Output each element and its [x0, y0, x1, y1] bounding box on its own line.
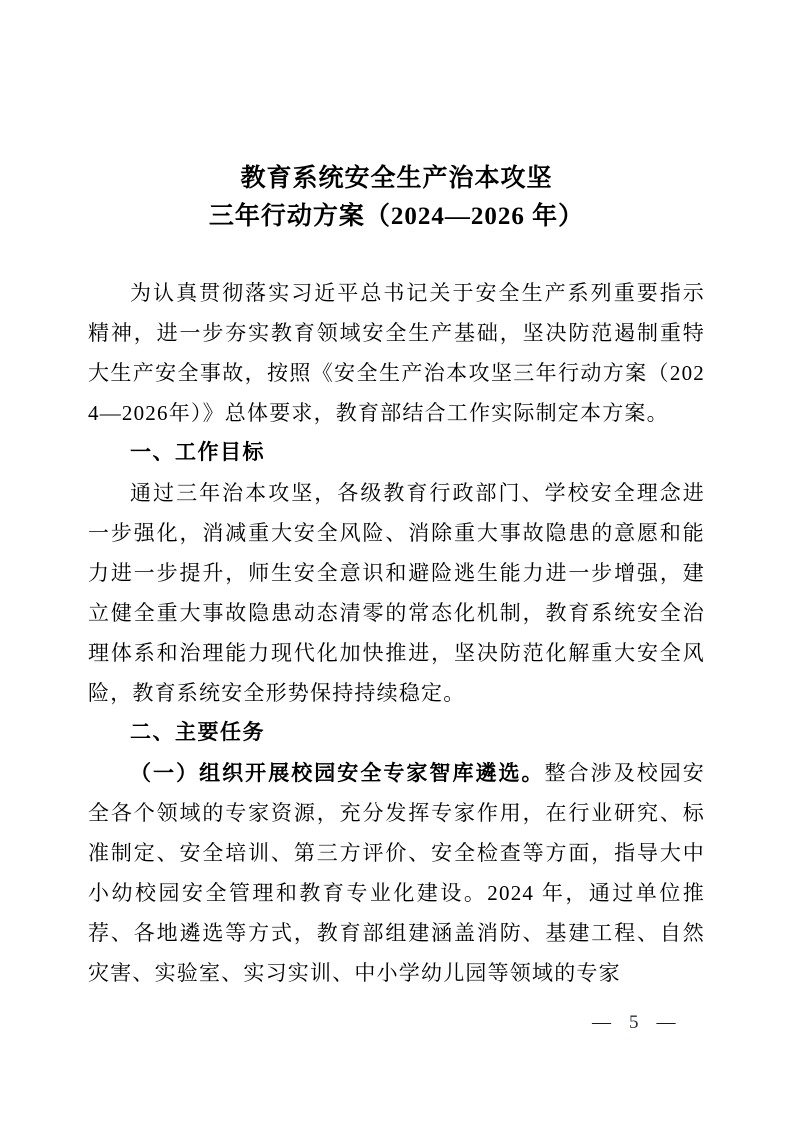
- section-heading-main-tasks: 二、主要任务: [130, 721, 265, 744]
- document-body: [88, 273, 705, 993]
- page-footer: [592, 1012, 676, 1034]
- main-tasks-item-1-paragraph: [88, 753, 705, 993]
- footer-right-dash: —: [656, 1012, 676, 1033]
- section-heading-work-goals: 一、工作目标: [130, 441, 265, 464]
- document-title: [88, 160, 705, 236]
- intro-paragraph: 为认真贯彻落实习近平总书记关于安全生产系列重要指示精神，进一步夯实教育领域安全生产基础，坚决防范遏制重特大生产安全事故，按照《安全生产治本攻坚三年行动方案（2024—2026年）》总体要求，教育部结合工作实际制定本方案。: [88, 281, 705, 425]
- main-tasks-item-1-text: 整合涉及校园安全各个领域的专家资源，充分发挥专家作用，在行业研究、标准制定、安全培训、第三方评价、安全检查等方面，指导大中小幼校园安全管理和教育专业化建设。2024 年，通过单位推荐、各地遴选等方式，教育部组建涵盖消防、基建工程、自然灾害、实验室、实习实训、中小学幼儿园等领域的专家: [88, 761, 705, 985]
- main-tasks-item-1-lead: （一）组织开展校园安全专家智库遴选。: [130, 761, 545, 785]
- document-title-line-1: 教育系统安全生产治本攻坚: [240, 165, 553, 192]
- work-goals-paragraph: 通过三年治本攻坚，各级教育行政部门、学校安全理念进一步强化，消减重大安全风险、消除重大事故隐患的意愿和能力进一步提升，师生安全意识和避险逃生能力进一步增强，建立健全重大事故隐患动态清零的常态化机制，教育系统安全治理体系和治理能力现代化加快推进，坚决防范化解重大安全风险，教育系统安全形势保持持续稳定。: [88, 481, 705, 705]
- footer-left-dash: —: [592, 1012, 611, 1033]
- document-title-line-2: 三年行动方案（2024—2026 年）: [208, 203, 585, 230]
- page-number: 5: [629, 1012, 639, 1033]
